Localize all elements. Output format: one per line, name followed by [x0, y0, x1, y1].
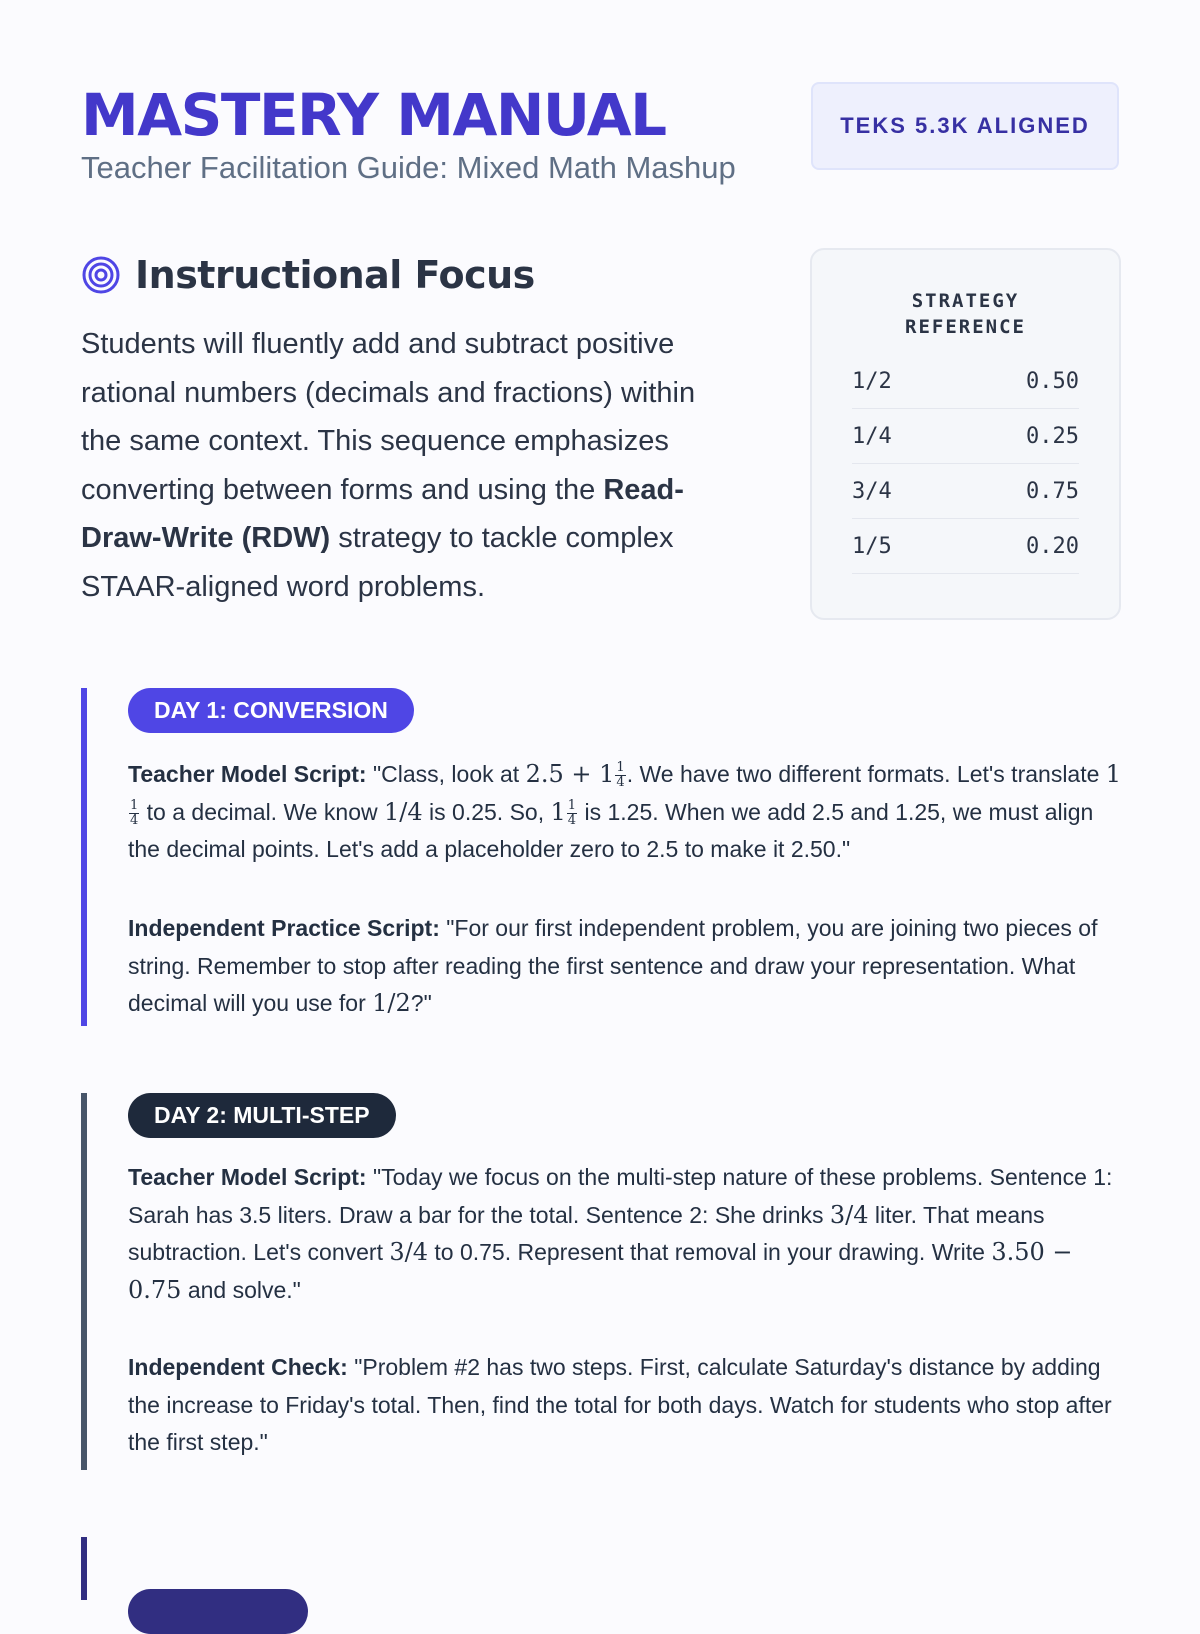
math-expression: 3/4: [389, 1238, 428, 1266]
ref-fraction: 3/4: [852, 478, 892, 504]
focus-heading: [81, 250, 741, 300]
instructional-focus-section: [81, 250, 741, 611]
ref-decimal: 0.75: [1026, 478, 1079, 504]
fraction-denominator: 4: [130, 812, 139, 828]
script-text: is 0.25. So,: [422, 798, 551, 825]
ref-decimal: 0.20: [1026, 533, 1079, 559]
strategy-reference-card: [810, 248, 1121, 620]
focus-text-strategy: Read-Draw-Write (RDW): [81, 473, 684, 554]
ref-title-line: REFERENCE: [905, 316, 1026, 338]
ref-row: [852, 519, 1079, 574]
script-text: "Today we focus on the multi-step nature of these problems. Sentence 1: Sarah has 3.5 liters. Draw a bar for the total. Sentence 2: She drinks: [128, 1164, 1113, 1228]
math-fraction: [129, 799, 139, 828]
fraction-numerator: 1: [567, 797, 577, 813]
script-label: Teacher Model Script:: [128, 761, 367, 787]
script-text: "For our first independent problem, you are joining two pieces of string. Remember to stop after reading the first sentence and draw your representation. What decimal will you use for: [128, 915, 1098, 1016]
ref-row: [852, 409, 1079, 464]
ref-fraction: 1/4: [852, 423, 892, 449]
day-3-section: [81, 1537, 1121, 1600]
page-title: MASTERY MANUAL: [81, 81, 666, 149]
ref-row: [852, 354, 1079, 409]
fraction-numerator: 1: [130, 797, 139, 813]
focus-text-part: Students will fluently add and subtract positive rational numbers (decimals and fractions) within the same context. This sequence emphasizes converting between forms and using the: [81, 328, 696, 506]
header: [81, 82, 1121, 192]
day-2-teacher-model-script: [128, 1159, 1128, 1309]
day-3-label: [128, 1589, 308, 1634]
day-2-section: [81, 1093, 1121, 1470]
day-2-accent-bar: [81, 1093, 87, 1470]
script-text: to 0.75. Represent that removal in your drawing. Write: [427, 1239, 992, 1265]
ref-fraction: 1/2: [852, 368, 892, 394]
script-text: ?": [410, 990, 432, 1016]
script-text: is 1.25. When we add 2.5 and 1.25, we must align the decimal points. Let's add a placeholder zero to 2.5 to make it 2.50.": [128, 798, 1094, 862]
teks-badge: TEKS 5.3K ALIGNED: [811, 82, 1119, 170]
script-text: to a decimal. We know: [140, 798, 385, 825]
ref-title-line: STRATEGY: [911, 290, 1020, 312]
math-expression: 3.50 − 0.75: [128, 1238, 1073, 1304]
math-whole-number: 1: [1105, 760, 1122, 788]
script-label: Independent Check:: [128, 1354, 348, 1380]
day-1-accent-bar: [81, 688, 87, 1026]
focus-title: Instructional Focus: [135, 253, 535, 297]
script-label: Teacher Model Script:: [128, 1164, 367, 1190]
math-expression: 3/4: [829, 1200, 869, 1229]
day-1-independent-practice-script: [128, 910, 1128, 1023]
page-subtitle: Teacher Facilitation Guide: Mixed Math Mashup: [81, 150, 736, 185]
strategy-reference-table: [852, 354, 1079, 574]
ref-fraction: 1/5: [852, 533, 892, 559]
focus-paragraph: [81, 320, 741, 611]
script-text: "Class, look at: [366, 761, 526, 787]
day-2-label: DAY 2: MULTI-STEP: [128, 1093, 396, 1138]
fraction-denominator: 4: [616, 775, 625, 791]
ref-decimal: 0.25: [1026, 423, 1079, 449]
day-3-accent-bar: [81, 1537, 87, 1600]
script-text: and solve.": [181, 1276, 301, 1303]
math-expression: 2.5 + 1: [525, 760, 615, 788]
fraction-denominator: 4: [567, 812, 577, 828]
script-text: "Problem #2 has two steps. First, calculate Saturday's distance by adding the increase to Friday's total. Then, find the total for both days. Watch for students who stop after the first step.": [128, 1354, 1112, 1455]
ref-row: [852, 464, 1079, 519]
script-text: liter. That means subtraction. Let's convert: [128, 1201, 1045, 1265]
math-expression: 1/2: [372, 989, 411, 1017]
script-label: Independent Practice Script:: [128, 915, 440, 941]
strategy-reference-title: [812, 288, 1119, 340]
math-whole-number: 1: [550, 797, 566, 826]
day-1-section: [81, 688, 1121, 1026]
day-1-teacher-model-script: [128, 756, 1128, 869]
day-2-independent-check: [128, 1349, 1128, 1462]
focus-text-part: strategy to tackle complex STAAR-aligned word problems.: [81, 522, 674, 603]
script-text: . We have two different formats. Let's translate: [626, 761, 1106, 787]
math-fraction: [567, 799, 577, 828]
day-1-label: DAY 1: CONVERSION: [128, 688, 414, 733]
math-fraction: [615, 761, 625, 790]
math-expression: 1/4: [384, 797, 423, 826]
fraction-numerator: 1: [616, 760, 625, 776]
ref-decimal: 0.50: [1026, 368, 1079, 394]
target-icon: [81, 255, 121, 295]
